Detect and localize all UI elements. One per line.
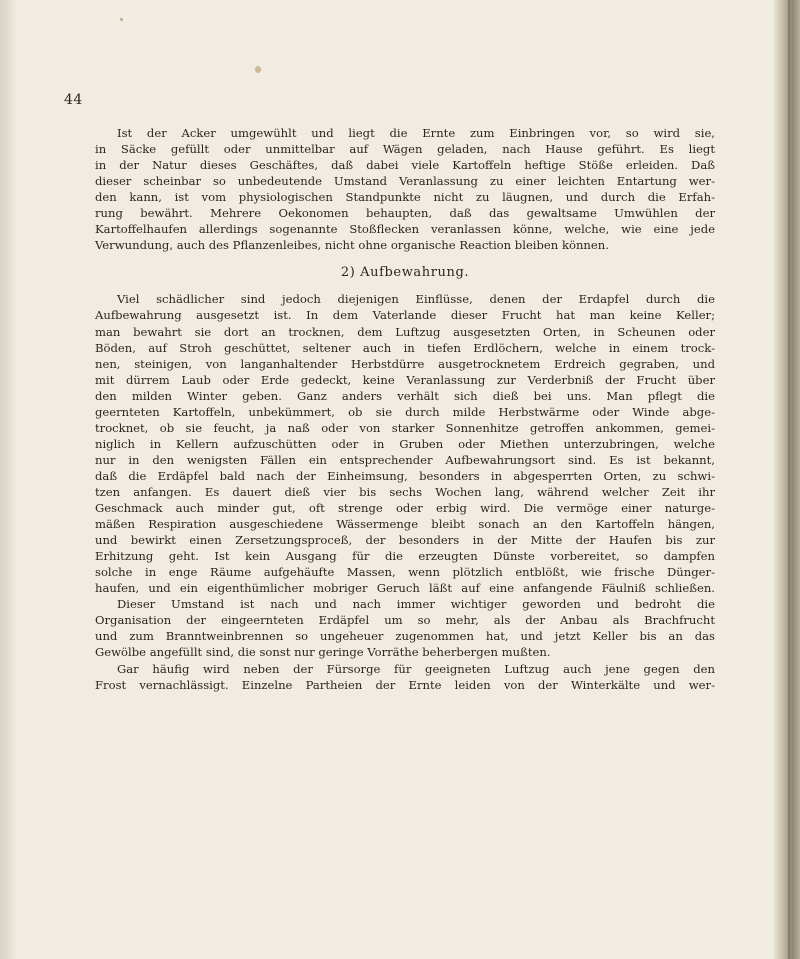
text-line: Erhitzung geht. Ist kein Ausgang für die erzeugten Dünste vorbereitet, so dampfen [95, 549, 715, 564]
page-number: 44 [64, 92, 83, 108]
text-line: daß die Erdäpfel bald nach der Einheimsung, besonders in abgesperrten Orten, zu schwi- [95, 468, 715, 483]
paper-speck [120, 18, 123, 21]
text-line: Kartoffelhaufen allerdings sogenannte Stoßflecken veranlassen könne, welche, wie eine jede [95, 222, 715, 237]
text-line: in der Natur dieses Geschäftes, daß dabei viele Kartoffeln heftige Stöße erleiden. Daß [95, 158, 715, 173]
text-line: und bewirkt einen Zersetzungsproceß, der besonders in der Mitte der Haufen bis zur [95, 533, 715, 548]
text-line: man bewahrt sie dort an trocknen, dem Luftzug ausgesetzten Orten, in Scheunen oder [95, 324, 715, 339]
text-line: in Säcke gefüllt oder unmittelbar auf Wägen geladen, nach Hause geführt. Es liegt [95, 142, 715, 157]
text-line: Böden, auf Stroh geschüttet, seltener auch in tiefen Erdlöchern, welche in einem trock- [95, 340, 715, 355]
text-line: mit dürrem Laub oder Erde gedeckt, keine Veranlassung zur Verderbniß der Frucht über [95, 372, 715, 387]
text-line: Organisation der eingeernteten Erdäpfel um so mehr, als der Anbau als Brachfrucht [95, 613, 715, 628]
text-line: rung bewährt. Mehrere Oekonomen behaupten, daß das gewaltsame Umwühlen der [95, 206, 715, 221]
text-line: geernteten Kartoffeln, unbekümmert, ob sie durch milde Herbstwärme oder Winde abge- [95, 404, 715, 419]
text-line: dieser scheinbar so unbedeutende Umstand Veranlassung zu einer leichten Entartung wer- [95, 174, 715, 189]
text-line: trocknet, ob sie feucht, ja naß oder von starker Sonnenhitze getroffen ankommen, gemei- [95, 420, 715, 435]
page-edge [774, 0, 800, 959]
page-gutter-shadow [0, 0, 18, 959]
text-line: mäßen Respiration ausgeschiedene Wässermenge bleibt sonach an den Kartoffeln hängen, [95, 517, 715, 532]
page-edge-line [788, 0, 790, 959]
text-line: nen, steinigen, von langanhaltender Herbstdürre ausgetrocknetem Erdreich gegraben, und [95, 356, 715, 371]
text-line: Dieser Umstand ist nach und nach immer wichtiger geworden und bedroht die [117, 597, 715, 612]
text-line: den milden Winter geben. Ganz anders verhält sich dieß bei uns. Man pflegt die [95, 388, 715, 403]
text-line: den kann, ist vom physiologischen Standpunkte nicht zu läugnen, und durch die Erfah- [95, 190, 715, 205]
text-line: Gar häufig wird neben der Fürsorge für geeigneten Luftzug auch jene gegen den [117, 661, 715, 676]
text-line: Viel schädlicher sind jedoch diejenigen Einflüsse, denen der Erdapfel durch die [117, 292, 715, 307]
paragraph-harvest [95, 125, 715, 253]
text-line: Verwundung, auch des Pflanzenleibes, nicht ohne organische Reaction bleiben können. [95, 238, 609, 253]
text-line: Frost vernachlässigt. Einzelne Partheien der Ernte leiden von der Winterkälte und wer- [95, 677, 715, 692]
document-body [95, 125, 715, 693]
section-heading: 2) Aufbewahrung. [340, 265, 470, 281]
text-line: tzen anfangen. Es dauert dieß vier bis sechs Wochen lang, während welcher Zeit ihr [95, 484, 715, 499]
text-line: und zum Branntweinbrennen so ungeheuer zugenommen hat, und jetzt Keller bis an das [95, 629, 715, 644]
text-line: nur in den wenigsten Fällen ein entsprechender Aufbewahrungsort sind. Es ist bekannt, [95, 452, 715, 467]
paper-stain [255, 66, 261, 73]
text-line: Ist der Acker umgewühlt und liegt die Ernte zum Einbringen vor, so wird sie, [117, 126, 715, 140]
paragraph-storage [95, 291, 715, 692]
text-line: haufen, und ein eigenthümlicher mobriger Geruch läßt auf eine anfangende Fäulniß schließen. [95, 581, 715, 596]
text-line: solche in enge Räume aufgehäufte Massen, wenn plötzlich entblößt, wie frische Dünger- [95, 565, 715, 580]
text-line: Aufbewahrung ausgesetzt ist. In dem Vaterlande dieser Frucht hat man keine Keller; [95, 308, 715, 323]
text-line: niglich in Kellern aufzuschütten oder in Gruben oder Miethen unterzubringen, welche [95, 436, 715, 451]
text-line: Gewölbe angefüllt sind, die sonst nur geringe Vorräthe beherbergen mußten. [95, 645, 551, 660]
text-line: Geschmack auch minder gut, oft strenge oder erbig wird. Die vermöge einer naturge- [95, 501, 715, 516]
